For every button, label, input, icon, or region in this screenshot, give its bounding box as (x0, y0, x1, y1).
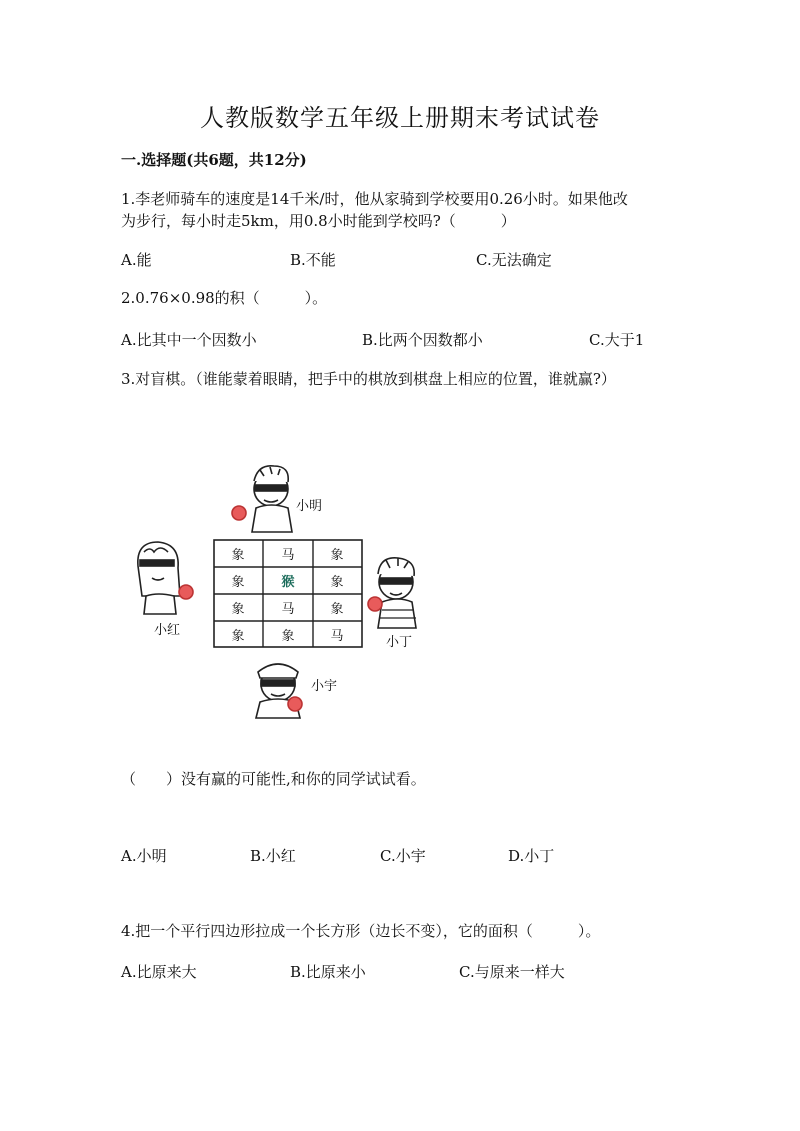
name-right: 小丁 (386, 635, 413, 650)
name-bottom: 小宇 (311, 679, 338, 694)
kid-right-illustration (368, 558, 416, 628)
chess-board (214, 540, 362, 647)
board-cell-r4-c3: 马 (330, 629, 344, 644)
question-3-followup: （ ）没有赢的可能性,和你的同学试试看。 (121, 770, 426, 788)
board-cell-r4-c2: 象 (281, 629, 295, 644)
page-title: 人教版数学五年级上册期末考试试卷 (200, 104, 600, 132)
question-3-text: 3.对盲棋。（谁能蒙着眼睛，把手中的棋放到棋盘上相应的位置，谁就赢?） (121, 370, 616, 388)
kid-left-illustration (138, 542, 193, 614)
board-cell-r3-c2: 马 (281, 602, 295, 617)
kid-top-illustration (232, 466, 292, 532)
board-cell-r1-c3: 象 (330, 548, 344, 563)
question-3-option-c[interactable]: C.小宇 (380, 847, 426, 865)
question-1-line-1: 1.李老师骑车的速度是14千米/时，他从家骑到学校要用0.26小时。如果他改 (121, 190, 628, 208)
board-cell-r3-c1: 象 (231, 602, 245, 617)
name-top: 小明 (296, 499, 323, 514)
question-3-option-b[interactable]: B.小红 (250, 847, 296, 865)
blind-chess-illustration (128, 456, 448, 726)
name-left: 小红 (154, 623, 181, 638)
question-2-option-a[interactable]: A.比其中一个因数小 (121, 331, 257, 349)
question-1-option-c[interactable]: C.无法确定 (476, 251, 552, 269)
question-4-option-a[interactable]: A.比原来大 (121, 963, 197, 981)
question-3-option-d[interactable]: D.小丁 (508, 847, 555, 865)
section-heading: 一.选择题(共6题，共12分) (121, 151, 307, 169)
board-cell-r1-c1: 象 (231, 548, 245, 563)
question-2-text: 2.0.76×0.98的积（ ）。 (121, 289, 328, 307)
board-cell-r4-c1: 象 (231, 629, 245, 644)
board-cell-r3-c3: 象 (330, 602, 344, 617)
question-1-option-b[interactable]: B.不能 (290, 251, 336, 269)
board-cell-r2-c1: 象 (231, 575, 245, 590)
board-cell-r1-c2: 马 (281, 548, 295, 563)
question-4-option-b[interactable]: B.比原来小 (290, 963, 366, 981)
question-4-text: 4.把一个平行四边形拉成一个长方形（边长不变），它的面积（ ）。 (121, 922, 601, 940)
board-cell-r2-c2: 猴 (281, 575, 295, 590)
board-cell-r2-c3: 象 (330, 575, 344, 590)
question-2-option-c[interactable]: C.大于1 (589, 331, 645, 349)
blind-chess-figure (128, 456, 448, 726)
question-4-option-c[interactable]: C.与原来一样大 (459, 963, 565, 981)
question-3-option-a[interactable]: A.小明 (121, 847, 167, 865)
question-2-option-b[interactable]: B.比两个因数都小 (362, 331, 483, 349)
question-1-option-a[interactable]: A.能 (121, 251, 152, 269)
kid-bottom-illustration (256, 664, 302, 718)
question-1-line-2: 为步行，每小时走5km，用0.8小时能到学校吗?（ ） (121, 212, 516, 230)
